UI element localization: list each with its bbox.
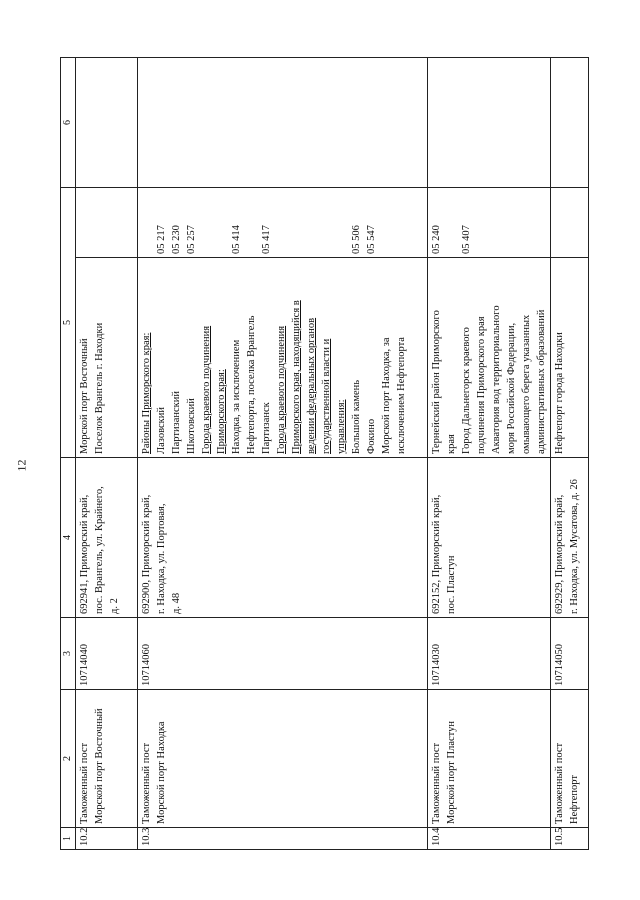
okato-code <box>274 191 289 254</box>
okato-code: 05 257 <box>186 225 197 254</box>
territory-line: государственной власти и <box>321 338 332 454</box>
territory-cell <box>428 258 551 458</box>
territory-line: Нефтепорт города Находки <box>554 332 565 454</box>
territory-cell <box>76 258 138 458</box>
okato-code: 05 417 <box>261 225 272 254</box>
address-line: д. 48 <box>171 592 182 614</box>
post-code-cell <box>138 618 428 690</box>
post-name-line: Таможенный пост <box>79 742 90 824</box>
territory-line: Районы Приморского края: <box>141 332 152 454</box>
address-cell <box>551 458 589 618</box>
territory-line: Города краевого подчинения <box>276 325 287 454</box>
col6-cell <box>138 58 428 188</box>
territory-line: Нефтепорта, поселка Врангель <box>246 315 257 454</box>
okato-code <box>289 191 304 254</box>
address-line: пос. Пластун <box>446 555 457 614</box>
post-code-cell <box>76 618 138 690</box>
row-number: 10.2 <box>79 827 90 846</box>
post-name-cell <box>138 690 428 828</box>
okato-cell <box>551 188 589 258</box>
okato-code <box>304 191 319 254</box>
post-code-cell <box>428 618 551 690</box>
okato-code: 05 414 <box>231 225 242 254</box>
territory-cell <box>138 258 428 458</box>
territory-line: Тернейский район Приморского <box>431 310 442 454</box>
address-cell <box>428 458 551 618</box>
okato-code: 05 547 <box>366 225 377 254</box>
address-line: д. 2 <box>109 598 120 614</box>
okato-code: 05 240 <box>431 225 442 254</box>
okato-code <box>139 191 154 254</box>
address-cell <box>138 458 428 618</box>
territory-line: Шкотовский <box>186 398 197 454</box>
territory-cell <box>551 258 589 458</box>
table-rotation-frame <box>60 58 583 850</box>
col6-cell <box>428 58 551 188</box>
territory-line: Партизанский <box>171 391 182 454</box>
address-line: г. Находка, ул. Мусатова, д. 26 <box>569 479 580 614</box>
territory-line: Лазовский <box>156 406 167 454</box>
header-col-3: 3 <box>61 618 76 690</box>
territory-line: моря Российской Федерации, <box>506 322 517 454</box>
okato-cell <box>76 188 138 258</box>
okato-code <box>444 191 459 254</box>
row-number: 10.5 <box>554 827 565 846</box>
address-line: 692152, Приморский край, <box>431 494 442 614</box>
post-name-cell <box>76 690 138 828</box>
territory-line: Морской порт Восточный <box>79 338 90 454</box>
post-code: 10714030 <box>431 644 442 686</box>
header-col-1: 1 <box>61 828 76 850</box>
okato-code: 05 230 <box>171 225 182 254</box>
post-code: 10714050 <box>554 644 565 686</box>
row-number: 10.4 <box>431 827 442 846</box>
territory-line: омывающего берега указанных <box>521 314 532 454</box>
post-name-line: Таможенный пост <box>141 742 152 824</box>
post-name-line: Таможенный пост <box>554 742 565 824</box>
territory-line: Поселок Врангель г. Находки <box>94 322 105 454</box>
territory-line: Партизанск <box>261 402 272 454</box>
okato-code <box>319 191 334 254</box>
address-line: 692900, Приморский край, <box>141 494 152 614</box>
okato-cell <box>138 188 428 258</box>
territory-line: административных образований <box>536 309 547 454</box>
territory-line: ведении федеральных органов <box>306 317 317 454</box>
post-code: 10714040 <box>79 644 90 686</box>
table-row <box>76 58 138 850</box>
okato-code: 05 217 <box>156 225 167 254</box>
okato-code: 05 506 <box>351 225 362 254</box>
territory-line: управления: <box>336 399 347 454</box>
table-row <box>138 58 428 850</box>
okato-code <box>199 191 214 254</box>
okato-code <box>244 191 259 254</box>
territory-line: Большой камень <box>351 379 362 454</box>
address-line: г. Находка, ул. Портовая, <box>156 503 167 614</box>
header-row <box>61 58 76 850</box>
post-name-line: Морской порт Пластун <box>446 721 457 824</box>
col6-cell <box>551 58 589 188</box>
header-col-6: 6 <box>61 58 76 188</box>
territory-line: Приморского края, находящийся в <box>291 300 302 454</box>
address-line: 692929, Приморский край, <box>554 494 565 614</box>
territory-line: исключением Нефтепорта <box>396 337 407 454</box>
territory-line: Города краевого подчинения <box>201 325 212 454</box>
territory-line: Приморского края: <box>216 369 227 454</box>
header-col-2: 2 <box>61 690 76 828</box>
okato-code <box>214 191 229 254</box>
table-row <box>551 58 589 850</box>
territory-line: Город Дальнегорск краевого <box>461 327 472 454</box>
post-name-cell <box>551 690 589 828</box>
territory-line: Находка, за исключением <box>231 339 242 454</box>
territory-line: Морской порт Находка, за <box>381 337 392 454</box>
page-number: 12 <box>14 459 29 472</box>
post-name-cell <box>428 690 551 828</box>
row-number-cell <box>428 828 551 850</box>
post-name-line: Морской порт Находка <box>156 721 167 824</box>
post-code: 10714060 <box>141 644 152 686</box>
customs-posts-table <box>60 58 583 850</box>
row-number-cell <box>138 828 428 850</box>
okato-cell <box>428 188 551 258</box>
header-col-5: 5 <box>61 188 76 458</box>
row-number-cell <box>551 828 589 850</box>
address-line: пос. Врангель, ул. Крайнего, <box>94 486 105 614</box>
okato-code: 05 407 <box>461 225 472 254</box>
address-cell <box>76 458 138 618</box>
territory-line: Акватория вод территориального <box>491 305 502 454</box>
okato-code <box>334 191 349 254</box>
post-name-line: Нефтепорт <box>569 775 580 824</box>
post-name-line: Таможенный пост <box>431 742 442 824</box>
territory-line: подчинения Приморского края <box>476 316 487 454</box>
row-number-cell <box>76 828 138 850</box>
header-col-4: 4 <box>61 458 76 618</box>
address-line: 692941, Приморский край, <box>79 494 90 614</box>
territory-line: края <box>446 434 457 454</box>
row-number: 10.3 <box>141 827 152 846</box>
territory-line: Фокино <box>366 418 377 454</box>
table-row <box>428 58 551 850</box>
post-code-cell <box>551 618 589 690</box>
col6-cell <box>76 58 138 188</box>
post-name-line: Морской порт Восточный <box>94 708 105 824</box>
